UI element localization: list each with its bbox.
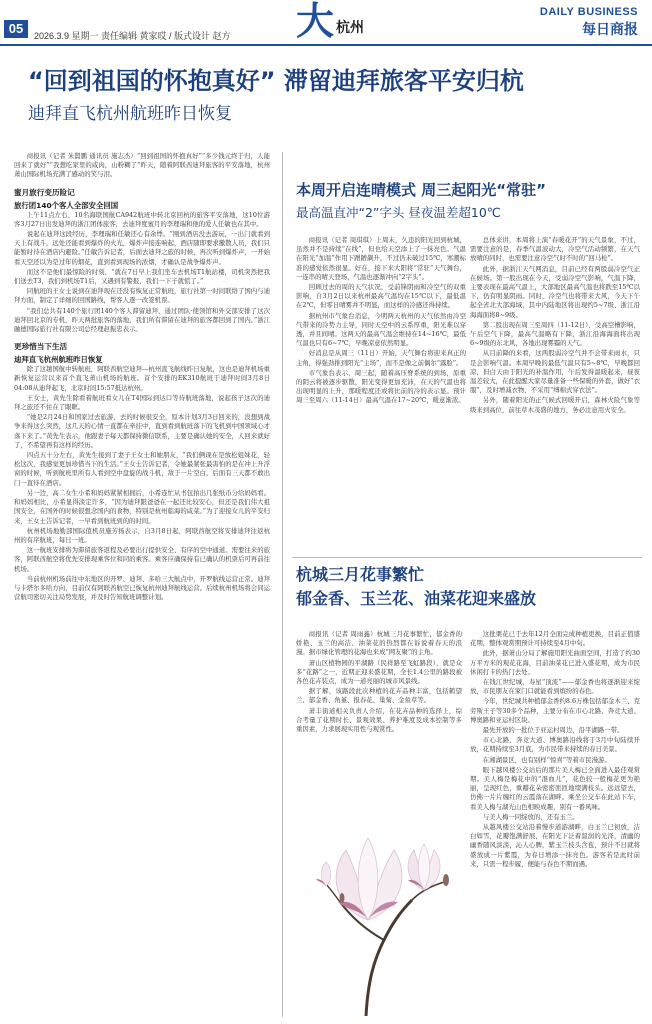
weather-column-2 [470, 236, 640, 548]
paragraph: 眼下越风楼公交站后的那片美人梅已全面进入最佳观赏期。美人梅是梅花中的“混血儿”，花色较一般梅花更为艳丽，呈现红色，重瓣花朵密密匝匝地缀满枝头。远远望去，仿佛一片片缠红的云霞落在湖畔。乘坐公交车在此站下车，看美人梅与湖光山色相映成趣，别有一番风味。 [470, 765, 640, 811]
paragraph: 今年，世纪城共种植郁金香约8.6万株包括郁金木兰、克劳斯王子等30多个品种，主要分布在市心北路、奔竞大道、博奥路和亚运村区块。 [470, 697, 640, 724]
paragraph: 总体来讲，本周将上演“春暖花开”的天气景象，不过，需要注意的是，春季气温波动大，冷空气活动频繁，在天气放晴的同时，也需要注意冷空气时不时的“回马枪”。 [470, 236, 640, 263]
paragraph: 在湘湖景区，也有别样“惊喜”等着市民漫游。 [482, 755, 611, 764]
paragraph: 萧丰街道相关负责人介绍，在花卉品种的选择上，综合考量了花期时长、景观效果、养护难度及成本控制等多重因素，力求展现实用性与观赏性。 [296, 706, 462, 734]
paragraph: 除了这趟国航中转航班，阿联酋航空迪拜—杭州直飞航线昨日复航，这也是迪拜机场重新恢复运营以来首个直飞萧山机场的航班。首个安排的EK310航班于迪拜时间3月8日04:08从迪拜起飞，北京时间15:57抵达杭州。 [14, 365, 270, 392]
paragraph: 萧山区植物园的平湖路（民祥路至飞虹路段），就是众多“花路”之一，近期正迎来盛花期，全长1.4公里的路段被各色花卉装点，成为一道亮丽的城市风景线。 [296, 658, 462, 686]
weather-column-1 [296, 236, 466, 548]
paragraph: 据了解，该路段此次种植的花卉品种丰富，包括鹤望兰、郁金香、角堇、报春花、巢菊、金鱼草等。 [296, 687, 462, 705]
paragraph: 从目前降的来看，这两股弱冷空气并不会带来雨水，只是会影响气温。本周早晚的最低气温只有5~8℃，早晚都回凉，但白天由于阳光的补温作用，午后发得温暖起来，昼夜温差较大，在此提醒大家尽量准备一些保暖的外套，做好“衣服”，及时增减衣物，不采用“缚棉式穿衣法”。 [470, 349, 640, 395]
paragraph: 商报讯（记者 周雨鑫）杭城三月花事繁忙，郁金香的娇艳、玉兰的高洁、油菜花的热烈都在诉说着春天的浪漫。据市绿化管理的花海也来成“网友聚”的主角。 [296, 630, 462, 657]
paragraph: 说起在迪拜这段经历，李理瑞和任敏还心有余悸。“刚到酒店没去游玩，一出门就看到天上有战斗，远处还能看到爆炸的火光，爆炸声接连响起，酒店随即要求撤散人员，我们只能暂时待在酒店内避险。”任敏告诉记者，后面去迪拜之旅的时候，再次听到爆炸声，一开始看天空还以为是过年的烟花，直到看到现场的浓烟，才确认是战争爆炸声。 [14, 230, 270, 266]
paragraph: 同航班的王女士说到在迪拜现在还没有恢复正常航班，旅行社第一时间联络了国内与迪拜方面，制定了详细的回国路线，帮客人逐一改签机票。 [14, 287, 270, 305]
lead-headline: “回到祖国的怀抱真好” 滞留迪拜旅客平安归杭 [28, 67, 524, 95]
paragraph: 杭州机场地勤部国际值机员施芳扬表示，自3月8日起，阿联酋航空将安排迪拜往返杭州的有序航班，每日一班。 [14, 526, 270, 544]
paragraph: 商报讯（记者 周琪琪）上周末，久违的阳光回到杭城，虽然并不是持续“在线”，但也给天空添上了一抹亮色。气温在阳光“加温”作用下蹭蹭飙升，不过仍未破过15℃，寒潮标准的感觉依然很显。好在，接下来大阳将“常驻”天气舞台，一连串的晴天登场，气温也逐渐冲向“2字头”。 [296, 236, 466, 281]
paragraph: 市心北路、奔竞大道、博奥路沿线将于3月中旬陆续开放，花期持续至3月底，为市民带来持续的春日美景。 [470, 736, 640, 754]
masthead-rule [0, 44, 652, 46]
lead-section-heading: 蜜月旅行变历险记 [14, 187, 75, 197]
masthead [0, 0, 652, 48]
paragraph: 最先开放的一批位于亚运村周边，沿平湖路一带。 [482, 726, 624, 735]
paragraph: “她是2月24日和国家过去旅游，去的时候很安全，原本计划3月3日回来的，没想到战争来得这么突然，这几天的心情一直都在牵挂中，直到看到航班落下的飞机到中国领域心才落下来了。”黄先生表示，他跟妻子每天都保持微信联系，主要是确认她的安全，人回来就好了，不希望再有这样的经历。 [14, 413, 270, 449]
paragraph: 四点五十分左右，黄先生接到了妻子王女士和她朋友，“我们俩现在是放松姐妹花，轻松这次，我感觉更加珍惜当下的生活。”王女士告诉记者，令她最紧张最害怕的是在冲上升浮窗的时候，听到航班里所有人看到空中盘旋的战斗机，敌于一片空白，后面有三天都不敢出门一直待在酒店。 [14, 451, 270, 487]
lead-section-heading: 更珍惜当下生活 [14, 342, 68, 352]
magnolia-illustration [296, 790, 462, 1016]
paragraph: 这一航班安排将为滞留旅客返程及必要出行提供安全、有序的空中通道。需要往来的旅客，阿联酋航空将优先安排现乘客位和同的乘客。乘客应确保持有已确认的机票后可再前往机场。 [14, 546, 270, 573]
weather-subhead: 最高温直冲“2”字头 昼夜温差超10℃ [296, 205, 501, 220]
paragraph: 此外，据萧山分局了解施用阳光曲面空间，打造了约30万平方米的观花花海，目前油菜花已进入盛花期，成为市民休闲打卡的热门去处。 [470, 649, 640, 676]
paragraph: 这批栗花已于去年12月全面完成种植更换，目前正值盛花期，整体观赏期预计可持续至4月中旬。 [470, 630, 640, 648]
paragraph: 好消息是从周三（11日）开始，天气舞台将迎来真正的主角，得强劲推到阳光“主场”，而不是像之前偶尔“露脸”。 [296, 349, 466, 367]
section-name: 杭州 [336, 20, 364, 36]
paragraph: 据杭州市气象台消息，今明两天杭州的天气依然由冷空气带来的冷势力主导，同时天空中的云系厚重，阳光难以穿透，并且间晴。这两天的最高气温会维持在14~16℃，最低气温也只有6~7℃，早晚凉意依然明显。 [296, 311, 466, 348]
paragraph: 与美人梅一同绽放的，还有玉兰。 [482, 812, 579, 821]
flower-headline: 杭城三月花事繁忙 [296, 565, 425, 584]
paragraph: 而这不是他们最惊险的时刻，“就在7日早上我们坐车去机场T1航站楼，司机突然把我们送去T3，我们到机场T1后，又遇到有警报，我们一下子就慌了。” [14, 267, 270, 286]
lead-subhead: 迪拜直飞杭州航班昨日恢复 [28, 104, 232, 124]
paragraph: 另一边，高二女生小希和妈妈紧紧相拥后，小希连忙从书包拍出几张纸币分给妈妈看。和妈妈相比，小希显得淡定许多，“因为迪拜跟爸爸在一起还比较安心，但还是我们伟大祖国安全，在国外的时候很想念国内的食物，特别是杭州临海的咸菜。”为了迎接女儿的平安归来，王女士告诉记者，一早看到航班到的的时间。 [14, 488, 270, 525]
column-divider [282, 152, 283, 1017]
magnolia-photo [296, 790, 462, 1016]
brand-name-cn: 每日商报 [582, 22, 638, 38]
issue-line: 2026.3.9 星期一 责任编辑 黄家哎 / 版式设计 赵方 [34, 31, 231, 41]
paragraph: 另外，随着阳光的正气候式回暖开启，森林火险气象等级来到高位，前往草木茂盛的地方，务必注意用火安全。 [470, 396, 640, 414]
paragraph: 上午11点左右，10名海联国航CA942航班中转北京回杭的旅客平安落地，这10位游客3月27日出发迪拜的浙江团体旅客，去迪拜度蜜月的李理瑞和他的爱人任敏也在其中。 [14, 210, 270, 228]
paragraph: 市气象台表示，周三起，随着高压脊系统的到场，原重的阴云将被逐步驱散，阳光变得更加充沛，在天的气温也将出现明显的上升，那暖程度还或将比前的冷的表示显。预计周三至周六（11-14日）最高气温在17~20℃，暖意渐浓。 [296, 368, 466, 405]
section-logo-char: 大 [296, 0, 335, 43]
brand-name-en: DAILY BUSINESS [539, 6, 638, 18]
paragraph: 在钱江世纪城，寿星“顶流”——郁金香也将逐渐迎来绽放，市民朋友在家门口就能看到缤纷的春色。 [470, 678, 640, 696]
lead-article-body [14, 152, 270, 1012]
paragraph: 此外，据浙江天气网消息，目前已经有两股弱冷空气正在候场。第一股出现在今天，受弱冷空气影响，气温下降，主要表现在最高气温上，大部地区最高气温也将跌至15℃以下，仍有明显阴雨。同时，冷空气也将带来大风，今天下午起全省北大部海域，其中内陆地区将出现约5~7级、浙江沿海海面将8~9级。 [470, 264, 640, 319]
weather-headline: 本周开启连晴模式 周三起阳光“常驻” [296, 181, 546, 199]
paragraph: 从越风楼公交站沿着慢步道游湖畔，白玉兰已初放，洁白如雪，花瓣饱满舒展，在阳光下泛着温润的光泽，清幽的幽香随风淡淡，沁人心脾，紫玉兰枝头含苞，预计不日就将盛放成一片紫霞，为春日增添一抹亮色。游客若是此时前来，只需一程步履，便能与春色不期而遇。 [470, 823, 640, 868]
paragraph: 回顾过去的周的天气状况，受前锋阴雨和冷空气的双重影响，自3月2日以来杭州最高气温均在15℃以下，最低温在2℃，但零日晴雾并不明显，而这样的冷感还得持续。 [296, 283, 466, 310]
paragraph: 第二股出现在周三至周四（11-12日），受高空槽影响，午后空气下降，最高气温略有下降，浙江沿海海面将出现6~9级的东北风，各地出现雾霾的天气。 [470, 320, 640, 348]
paragraph: “我们总共有140个旅行团140个客人滞留迪拜，通过团队·使领馆和外交部安排了这次迪拜回北京的专机，昨天两批旅客的落地，我们所有滞留在迪拜的旅客都回到了国内。”浙江融德国际旅行社有限公司总经理赵振忠表示。 [14, 306, 270, 334]
section-divider [292, 557, 642, 558]
flower-headline-2: 郁金香、玉兰花、油菜花迎来盛放 [296, 589, 537, 608]
paragraph: 王女士，黄先生除看着航班看女儿在T4国际到达口等待航班落地，说起孩子这次的迪拜之旅还不住在了眼眶。 [14, 393, 270, 412]
lead-section-subheading: 迪拜直飞杭州航班昨日恢复 [14, 355, 103, 365]
lead-intro: 商报讯（记者 朱賢鹏 通讯员 施志杰）“回到祖国的怀抱真好”“多少钱元终于归，人能回来了就好”“我想吃家里的咸肉，山粉糊了”昨天，随着阿联酋迪拜旅客的平安落地，杭州萧山国际机场充满了感动的笑与泪。 [14, 152, 270, 179]
lead-section-subheading: 旅行团140个客人全部安全回国 [14, 200, 119, 210]
flower-column-2 [470, 630, 640, 1012]
page-number: 05 [4, 20, 28, 38]
paragraph: 当前杭州机场前往中东地区的开罗、迪拜、多哈三大航点中，开罗航线运营正常。迪拜与卡塔尔多哈方向，目前仅有阿联酋航空已恢复杭州迪拜航线运营。后续杭州机场将会同运营航司密切关注局势发展，并及时告知航班调整计划。 [14, 574, 270, 602]
